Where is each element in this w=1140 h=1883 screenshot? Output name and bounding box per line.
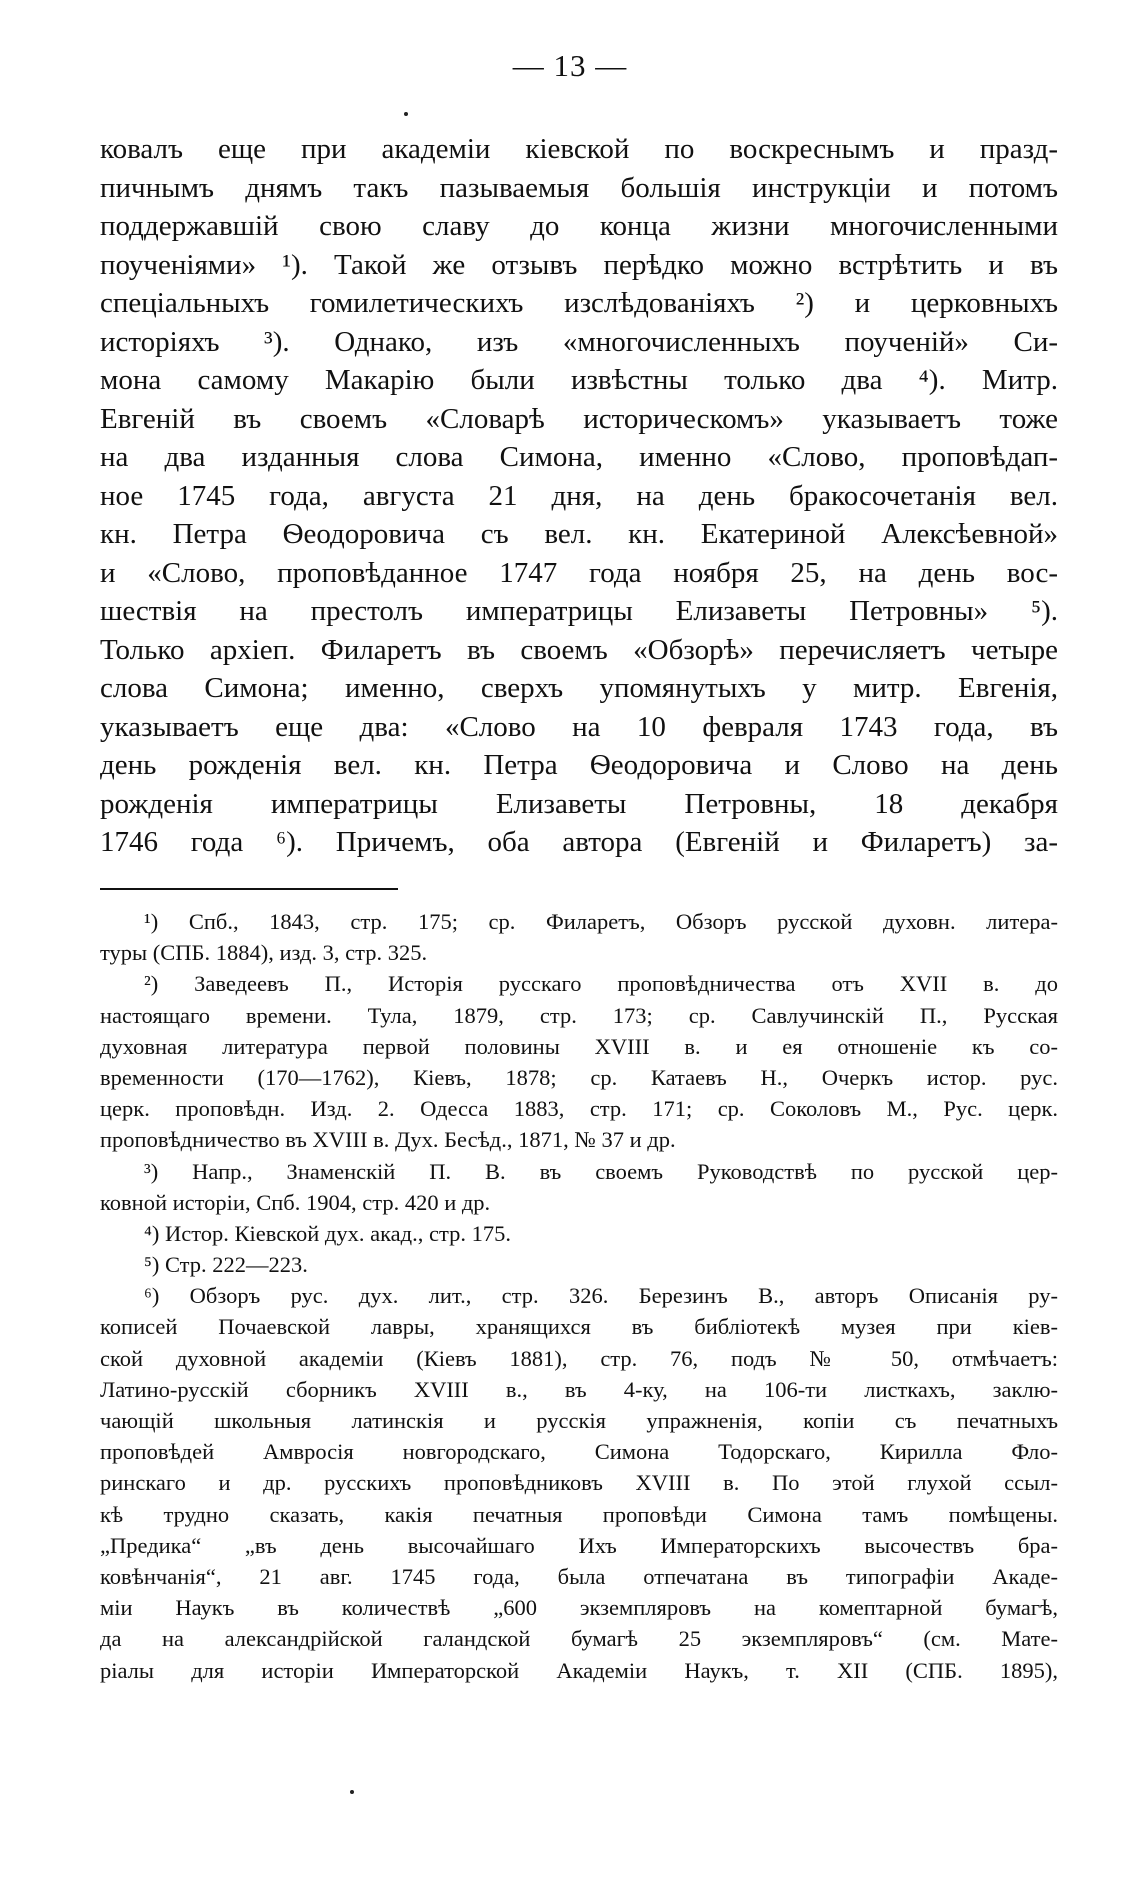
footnote-line: ⁵) Стр. 222—223. — [144, 1252, 308, 1278]
print-speck — [404, 112, 408, 116]
body-line: мона самому Макарію были извѣстны только два ⁴). Митр. — [100, 364, 1058, 396]
footnote-line: ⁶) Обзоръ рус. дух. лит., стр. 326. Березинъ В., авторъ Описанія ру- — [144, 1283, 1058, 1309]
footnote-line: туры (СПБ. 1884), изд. 3, стр. 325. — [100, 940, 428, 966]
footnote-line: проповѣдей Амвросія новгородскаго, Симона Тодорскаго, Кирилла Фло- — [100, 1439, 1058, 1465]
body-line: Только архіеп. Филаретъ въ своемъ «Обзорѣ» перечисляетъ четыре — [100, 633, 1058, 666]
footnote-line: ⁴) Истор. Кіевской дух. акад., стр. 175. — [144, 1220, 511, 1246]
footnote-line: „Предика“ „въ день высочайшаго Ихъ Императорскихъ высочествъ бра- — [100, 1532, 1058, 1558]
footnote-line: проповѣдничество въ XVIII в. Дух. Бесѣд., 1871, № 37 и др. — [100, 1127, 676, 1153]
body-line: спеціальныхъ гомилетическихъ изслѣдованіяхъ ²) и церковныхъ — [100, 287, 1058, 319]
body-line: пичнымъ днямъ такъ пазываемыя большія инструкціи и потомъ — [100, 171, 1058, 204]
footnote-line: ской духовной академіи (Кіевъ 1881), стр. 76, подъ № 50, отмѣчаетъ: — [100, 1345, 1058, 1371]
footnote-line: ковной исторіи, Спб. 1904, стр. 420 и др. — [100, 1189, 491, 1215]
footnote-line: настоящаго времени. Тула, 1879, стр. 173; ср. Савлучинскій П., Русская — [100, 1002, 1058, 1028]
footnote-line: церк. проповѣдн. Изд. 2. Одесса 1883, стр. 171; ср. Соколовъ М., Рус. церк. — [100, 1096, 1058, 1122]
body-line: поддержавшій свою славу до конца жизни многочисленными — [100, 210, 1058, 242]
footnote-line: кописей Почаевской лавры, хранящихся въ библіотекѣ музея при кіев- — [100, 1314, 1058, 1340]
body-line: слова Симона; именно, сверхъ упомянутыхъ у митр. Евгенія, — [100, 672, 1058, 704]
body-line: Евгеній въ своемъ «Словарѣ историческомъ» указываетъ тоже — [100, 402, 1058, 435]
footnote-line: временности (170—1762), Кіевъ, 1878; ср. Катаевъ Н., Очеркъ истор. рус. — [100, 1064, 1058, 1090]
footnote-line: чающій школьныя латинскія и русскія упражненія, копіи съ печатныхъ — [100, 1408, 1058, 1433]
footnote-line: кѣ трудно сказать, какія печатныя проповѣди Симона тамъ помѣщены. — [100, 1501, 1058, 1527]
body-line: исторіяхъ ³). Однако, изъ «многочисленныхъ поученій» Си- — [100, 325, 1058, 358]
body-line: 1746 года ⁶). Причемъ, оба автора (Евгеній и Филаретъ) за- — [100, 826, 1058, 858]
footnote-line: ринскаго и др. русскихъ проповѣдниковъ XVIII в. По этой глухой ссыл- — [100, 1470, 1058, 1496]
footnote-line: ковѣнчанія“, 21 авг. 1745 года, была отпечатана въ типографіи Акаде- — [100, 1563, 1058, 1589]
body-line: рожденія императрицы Елизаветы Петровны, 18 декабря — [100, 787, 1058, 820]
print-speck — [350, 1790, 354, 1794]
body-line: день рожденія вел. кн. Петра Ѳеодоровича и Слово на день — [100, 749, 1058, 781]
body-line: поученіями» ¹). Такой же отзывъ перѣдко можно встрѣтить и въ — [100, 248, 1058, 281]
body-line: и «Слово, проповѣданное 1747 года ноября 25, на день вос- — [100, 556, 1058, 589]
footnote-line: ріалы для исторіи Императорской Академіи Наукъ, т. XII (СПБ. 1895), — [100, 1657, 1058, 1683]
footnote-line: ²) Заведеевъ П., Исторія русскаго проповѣдничества отъ XVII в. до — [144, 971, 1058, 997]
body-line: ковалъ еще при академіи кіевской по воскреснымъ и празд- — [100, 133, 1058, 165]
body-line: кн. Петра Ѳеодоровича съ вел. кн. Екатериной Алексѣевной» — [100, 518, 1058, 550]
footnote-line: Латино-русскій сборникъ XVIII в., въ 4-ку, на 106-ти листкахъ, заклю- — [100, 1376, 1058, 1402]
main-text — [100, 130, 1058, 862]
body-line: на два изданныя слова Симона, именно «Слово, проповѣдап- — [100, 441, 1058, 473]
body-line: указываетъ еще два: «Слово на 10 февраля 1743 года, въ — [100, 710, 1058, 743]
body-line: шествія на престолъ императрицы Елизаветы Петровны» ⁵). — [100, 595, 1058, 627]
body-line: ное 1745 года, августа 21 дня, на день бракосочетанія вел. — [100, 479, 1058, 512]
footnote-line: ¹) Спб., 1843, стр. 175; ср. Филаретъ, Обзоръ русской духовн. литера- — [144, 909, 1058, 934]
footnote-line: ³) Напр., Знаменскій П. В. въ своемъ Руководствѣ по русской цер- — [144, 1158, 1058, 1184]
page-number: — 13 — — [512, 48, 628, 83]
footnote-line: міи Наукъ въ количествѣ „600 экземпляровъ на комептарной бумагѣ, — [100, 1595, 1058, 1621]
footnote-line: духовная литература первой половины XVIII в. и ея отношеніе къ со- — [100, 1033, 1058, 1059]
footnote-line: да на александрійской галандской бумагѣ 25 экземпляровъ“ (см. Мате- — [100, 1626, 1058, 1652]
footnote-divider — [100, 888, 398, 890]
footnotes — [100, 906, 1058, 1686]
